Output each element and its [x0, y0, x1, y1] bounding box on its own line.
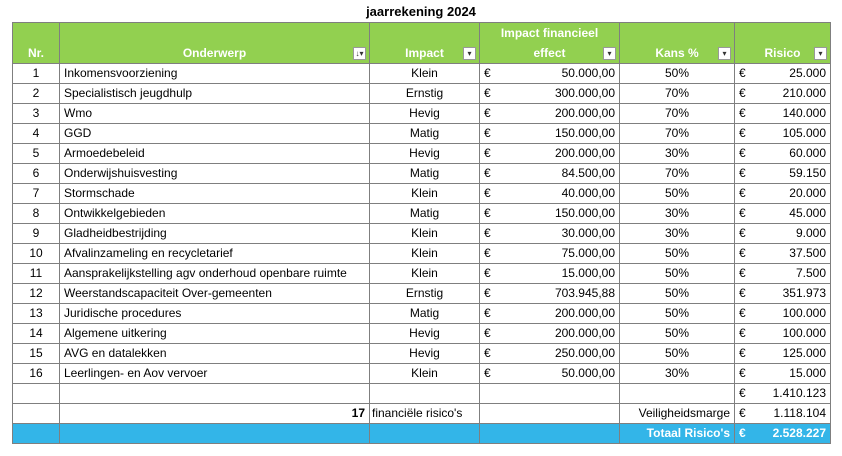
cell-nr[interactable]: 7 [13, 184, 60, 204]
cell-nr[interactable]: 2 [13, 84, 60, 104]
currency-symbol: € [739, 326, 746, 340]
currency-symbol: € [739, 166, 746, 180]
table-row [13, 144, 831, 164]
subtotal-value: 1.410.123 [772, 386, 826, 400]
cell-effect[interactable] [480, 104, 620, 124]
currency-symbol: € [739, 146, 746, 160]
table-body [13, 64, 831, 384]
currency-symbol: € [739, 246, 746, 260]
cell-kans[interactable]: 30% [620, 144, 735, 164]
total-row [13, 424, 831, 444]
cell-effect[interactable] [480, 304, 620, 324]
currency-symbol: € [739, 186, 746, 200]
header-nr-label: Nr. [27, 46, 44, 60]
currency-symbol: € [484, 226, 491, 240]
cell-risico[interactable] [735, 84, 831, 104]
risk-table [12, 22, 831, 444]
table-row [13, 264, 831, 284]
cell-nr[interactable]: 8 [13, 204, 60, 224]
total-cell[interactable] [735, 424, 831, 444]
table-row [13, 84, 831, 104]
total-value: 2.528.227 [772, 426, 826, 440]
currency-symbol: € [484, 126, 491, 140]
currency-symbol: € [739, 86, 746, 100]
currency-symbol: € [739, 206, 746, 220]
table-row [13, 344, 831, 364]
cell-risico[interactable] [735, 324, 831, 344]
cell-kans[interactable]: 50% [620, 344, 735, 364]
table-row [13, 244, 831, 264]
cell-onderwerp[interactable]: Aansprakelijkstelling agv onderhoud openbare ruimte [60, 264, 370, 284]
cell-impact[interactable]: Matig [370, 124, 480, 144]
filter-dropdown-icon[interactable]: ▾ [463, 47, 476, 60]
effect-value: 30.000,00 [561, 226, 615, 240]
currency-symbol: € [739, 386, 746, 400]
risico-value: 351.973 [782, 286, 826, 300]
cell-kans[interactable]: 30% [620, 364, 735, 384]
cell-impact[interactable]: Klein [370, 184, 480, 204]
cell-kans[interactable]: 50% [620, 64, 735, 84]
cell-effect[interactable] [480, 264, 620, 284]
header-nr[interactable] [13, 43, 60, 64]
cell-impact[interactable]: Klein [370, 64, 480, 84]
cell-risico[interactable] [735, 304, 831, 324]
subtotal-row [13, 384, 831, 404]
currency-symbol: € [484, 366, 491, 380]
effect-value: 200.000,00 [554, 326, 615, 340]
header-row-top [13, 23, 831, 44]
currency-symbol: € [484, 66, 491, 80]
cell-impact[interactable]: Hevig [370, 104, 480, 124]
header-impact-label: Impact [405, 46, 444, 60]
risico-value: 9.000 [795, 226, 826, 240]
cell-effect[interactable] [480, 84, 620, 104]
cell-onderwerp[interactable]: Inkomensvoorziening [60, 64, 370, 84]
effect-value: 84.500,00 [561, 166, 615, 180]
cell-risico[interactable] [735, 284, 831, 304]
cell-nr[interactable]: 12 [13, 284, 60, 304]
currency-symbol: € [739, 366, 746, 380]
currency-symbol: € [739, 66, 746, 80]
currency-symbol: € [484, 346, 491, 360]
cell-effect[interactable] [480, 144, 620, 164]
margin-value: 1.118.104 [773, 406, 826, 420]
table-row [13, 224, 831, 244]
currency-symbol: € [484, 106, 491, 120]
cell-impact[interactable]: Matig [370, 304, 480, 324]
cell-impact[interactable]: Hevig [370, 344, 480, 364]
sort-filter-icon[interactable]: ↓▾ [353, 47, 366, 60]
total-label[interactable]: Totaal Risico's [620, 424, 735, 444]
cell-effect[interactable] [480, 184, 620, 204]
effect-value: 250.000,00 [554, 346, 615, 360]
cell-nr[interactable]: 6 [13, 164, 60, 184]
cell-impact[interactable]: Klein [370, 364, 480, 384]
effect-value: 150.000,00 [554, 126, 615, 140]
currency-symbol: € [739, 426, 746, 440]
table-row [13, 204, 831, 224]
cell-impact[interactable]: Matig [370, 164, 480, 184]
effect-value: 40.000,00 [561, 186, 615, 200]
table-row [13, 164, 831, 184]
risico-value: 7.500 [795, 266, 826, 280]
cell-nr[interactable]: 4 [13, 124, 60, 144]
cell-onderwerp[interactable]: Ontwikkelgebieden [60, 204, 370, 224]
effect-value: 15.000,00 [561, 266, 615, 280]
table-row [13, 304, 831, 324]
currency-symbol: € [739, 226, 746, 240]
risico-value: 45.000 [789, 206, 826, 220]
cell-risico[interactable] [735, 124, 831, 144]
cell-nr[interactable]: 16 [13, 364, 60, 384]
currency-symbol: € [739, 406, 746, 420]
margin-cell[interactable] [735, 404, 831, 424]
header-effect-label: effect [533, 46, 566, 60]
cell-kans[interactable]: 30% [620, 224, 735, 244]
table-row [13, 364, 831, 384]
cell-nr[interactable]: 9 [13, 224, 60, 244]
cell-effect[interactable] [480, 224, 620, 244]
cell-impact[interactable]: Ernstig [370, 84, 480, 104]
currency-symbol: € [739, 266, 746, 280]
header-risico-label: Risico [764, 46, 801, 60]
filter-dropdown-icon[interactable]: ▾ [718, 47, 731, 60]
cell-effect[interactable] [480, 204, 620, 224]
cell-nr[interactable]: 13 [13, 304, 60, 324]
cell-kans[interactable]: 70% [620, 124, 735, 144]
cell-impact[interactable]: Matig [370, 204, 480, 224]
cell-onderwerp[interactable]: GGD [60, 124, 370, 144]
cell-impact[interactable]: Klein [370, 264, 480, 284]
cell-onderwerp[interactable]: Algemene uitkering [60, 324, 370, 344]
header-risico[interactable] [735, 43, 831, 64]
cell-kans[interactable]: 70% [620, 164, 735, 184]
currency-symbol: € [484, 166, 491, 180]
cell-effect[interactable] [480, 124, 620, 144]
currency-symbol: € [484, 306, 491, 320]
cell-nr[interactable]: 10 [13, 244, 60, 264]
cell-onderwerp[interactable]: Stormschade [60, 184, 370, 204]
effect-value: 150.000,00 [554, 206, 615, 220]
cell-risico[interactable] [735, 364, 831, 384]
cell-risico[interactable] [735, 264, 831, 284]
risico-value: 140.000 [782, 106, 826, 120]
cell-onderwerp[interactable]: Afvalinzameling en recycletarief [60, 244, 370, 264]
risk-count-cell[interactable] [60, 404, 370, 424]
table-row [13, 284, 831, 304]
cell-risico[interactable] [735, 224, 831, 244]
cell-onderwerp[interactable]: Onderwijshuisvesting [60, 164, 370, 184]
currency-symbol: € [484, 86, 491, 100]
cell-kans[interactable]: 30% [620, 204, 735, 224]
cell-onderwerp[interactable]: AVG en datalekken [60, 344, 370, 364]
cell-onderwerp[interactable]: Gladheidbestrijding [60, 224, 370, 244]
cell-impact[interactable]: Klein [370, 224, 480, 244]
cell-kans[interactable]: 50% [620, 324, 735, 344]
risk-count: 17 [351, 406, 365, 420]
header-onderwerp[interactable] [60, 43, 370, 64]
risico-value: 210.000 [782, 86, 826, 100]
currency-symbol: € [739, 306, 746, 320]
margin-label[interactable]: Veiligheidsmarge [620, 404, 735, 424]
risico-value: 125.000 [782, 346, 826, 360]
subtotal-cell[interactable] [735, 384, 831, 404]
effect-value: 50.000,00 [561, 366, 615, 380]
effect-value: 703.945,88 [554, 286, 615, 300]
header-effect[interactable] [480, 43, 620, 64]
cell-impact[interactable]: Klein [370, 244, 480, 264]
header-kans-label: Kans % [655, 46, 699, 60]
cell-onderwerp[interactable]: Wmo [60, 104, 370, 124]
cell-effect[interactable] [480, 244, 620, 264]
cell-kans[interactable]: 50% [620, 304, 735, 324]
cell-impact[interactable]: Hevig [370, 144, 480, 164]
risico-value: 100.000 [782, 306, 826, 320]
effect-value: 200.000,00 [554, 306, 615, 320]
cell-onderwerp[interactable]: Specialistisch jeugdhulp [60, 84, 370, 104]
risico-value: 15.000 [789, 366, 826, 380]
cell-nr[interactable]: 15 [13, 344, 60, 364]
cell-risico[interactable] [735, 164, 831, 184]
cell-effect[interactable] [480, 364, 620, 384]
effect-value: 75.000,00 [561, 246, 615, 260]
cell-risico[interactable] [735, 184, 831, 204]
table-row [13, 64, 831, 84]
effect-value: 300.000,00 [554, 86, 615, 100]
cell-kans[interactable]: 50% [620, 184, 735, 204]
risico-value: 20.000 [789, 186, 826, 200]
cell-nr[interactable]: 1 [13, 64, 60, 84]
cell-risico[interactable] [735, 144, 831, 164]
table-row [13, 184, 831, 204]
header-row [13, 43, 831, 64]
cell-nr[interactable]: 14 [13, 324, 60, 344]
cell-risico[interactable] [735, 344, 831, 364]
cell-effect[interactable] [480, 64, 620, 84]
filter-dropdown-icon[interactable]: ▾ [603, 47, 616, 60]
table-row [13, 124, 831, 144]
header-impact[interactable] [370, 43, 480, 64]
currency-symbol: € [484, 326, 491, 340]
currency-symbol: € [739, 126, 746, 140]
filter-dropdown-icon[interactable]: ▾ [814, 47, 827, 60]
cell-risico[interactable] [735, 64, 831, 84]
risico-value: 37.500 [789, 246, 826, 260]
currency-symbol: € [484, 206, 491, 220]
cell-onderwerp[interactable]: Juridische procedures [60, 304, 370, 324]
table-row [13, 324, 831, 344]
risico-value: 60.000 [789, 146, 826, 160]
cell-kans[interactable]: 70% [620, 84, 735, 104]
cell-nr[interactable]: 3 [13, 104, 60, 124]
currency-symbol: € [484, 286, 491, 300]
cell-onderwerp[interactable]: Leerlingen- en Aov vervoer [60, 364, 370, 384]
cell-nr[interactable]: 11 [13, 264, 60, 284]
cell-kans[interactable]: 50% [620, 264, 735, 284]
risico-value: 100.000 [782, 326, 826, 340]
sheet-title: jaarrekening 2024 [366, 4, 476, 19]
currency-symbol: € [739, 106, 746, 120]
currency-symbol: € [484, 266, 491, 280]
cell-effect[interactable] [480, 164, 620, 184]
effect-value: 50.000,00 [561, 66, 615, 80]
cell-risico[interactable] [735, 244, 831, 264]
risico-value: 25.000 [789, 66, 826, 80]
effect-value: 200.000,00 [554, 146, 615, 160]
cell-effect[interactable] [480, 324, 620, 344]
cell-onderwerp[interactable]: Weerstandscapaciteit Over-gemeenten [60, 284, 370, 304]
cell-kans[interactable]: 50% [620, 284, 735, 304]
cell-impact[interactable]: Hevig [370, 324, 480, 344]
effect-value: 200.000,00 [554, 106, 615, 120]
cell-onderwerp[interactable]: Armoedebeleid [60, 144, 370, 164]
header-onderwerp-label: Onderwerp [182, 46, 247, 60]
cell-kans[interactable]: 50% [620, 244, 735, 264]
currency-symbol: € [484, 186, 491, 200]
header-effect-line1: Impact financieel [480, 23, 620, 44]
cell-impact[interactable]: Ernstig [370, 284, 480, 304]
cell-effect[interactable] [480, 344, 620, 364]
currency-symbol: € [484, 246, 491, 260]
margin-row [13, 404, 831, 424]
currency-symbol: € [739, 286, 746, 300]
cell-effect[interactable] [480, 284, 620, 304]
cell-kans[interactable]: 70% [620, 104, 735, 124]
risico-value: 105.000 [782, 126, 826, 140]
header-kans[interactable] [620, 43, 735, 64]
cell-risico[interactable] [735, 204, 831, 224]
risk-count-label[interactable]: financiële risico's [370, 404, 480, 424]
currency-symbol: € [739, 346, 746, 360]
cell-nr[interactable]: 5 [13, 144, 60, 164]
cell-risico[interactable] [735, 104, 831, 124]
currency-symbol: € [484, 146, 491, 160]
risico-value: 59.150 [789, 166, 826, 180]
table-row [13, 104, 831, 124]
